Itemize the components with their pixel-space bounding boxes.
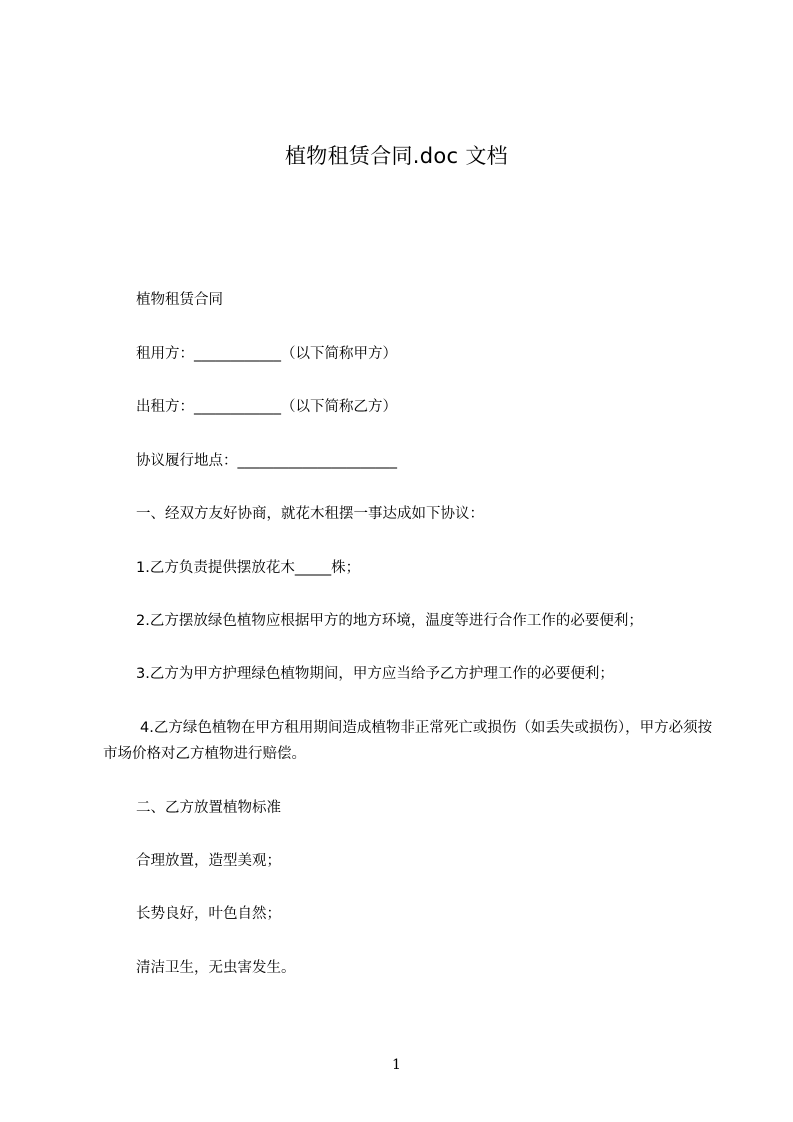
clause-3: 3.乙方为甲方护理绿色植物期间，甲方应当给予乙方护理工作的必要便利； bbox=[136, 666, 614, 682]
contract-heading: 植物租赁合同 bbox=[136, 292, 223, 308]
clause-4-text: 4.乙方绿色植物在甲方租用期间造成植物非正常死亡或损伤（如丢失或损伤），甲方必须按市场价格对乙方植物进行赔偿。 bbox=[103, 720, 713, 762]
standard-3: 清洁卫生，无虫害发生。 bbox=[136, 960, 296, 976]
clause-2: 2.乙方摆放绿色植物应根据甲方的地方环境，温度等进行合作工作的必要便利； bbox=[136, 613, 643, 629]
clause-1: 1.乙方负责提供摆放花木_____株； bbox=[136, 560, 361, 576]
standard-2: 长势良好，叶色自然； bbox=[136, 906, 281, 922]
section-one-heading: 一、经双方友好协商，就花木租摆一事达成如下协议： bbox=[136, 506, 484, 522]
document-title: 植物租赁合同.doc 文档 bbox=[285, 144, 508, 168]
location-line: 协议履行地点：______________________ bbox=[136, 453, 397, 469]
clause-4 bbox=[103, 715, 713, 767]
page-number: 1 bbox=[392, 1057, 401, 1073]
standard-1: 合理放置，造型美观； bbox=[136, 853, 281, 869]
lessee-line: 租用方：____________（以下简称甲方） bbox=[136, 346, 397, 362]
lessor-line: 出租方：____________（以下简称乙方） bbox=[136, 399, 397, 415]
section-two-heading: 二、乙方放置植物标准 bbox=[136, 800, 281, 816]
